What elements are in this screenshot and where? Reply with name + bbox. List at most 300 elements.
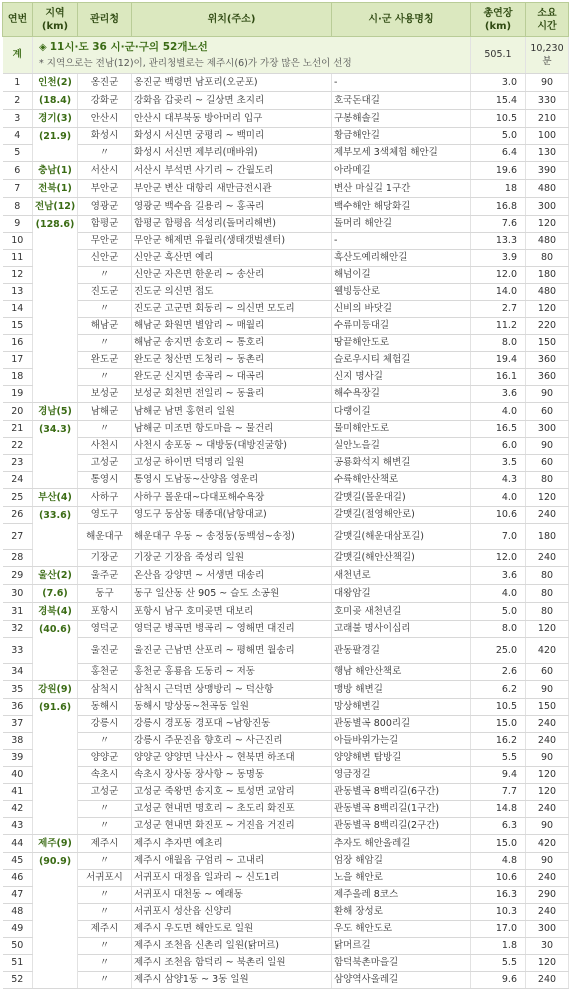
time-cell: 290 [526,887,569,904]
route-name-cell: 갈맷길(해운대삼포길) [332,524,471,550]
row-number: 9 [3,216,33,233]
route-name-cell: 관동별곡 8백리길(2구간) [332,818,471,835]
region-cell: (90.9) [33,853,78,989]
time-cell: 60 [526,403,569,421]
length-cell: 14.8 [471,801,526,818]
route-name-cell: 아들바위가는길 [332,733,471,750]
location-cell: 기장군 기장읍 죽성리 일원 [132,550,332,567]
row-number: 34 [3,664,33,681]
route-name-cell: 땅끝해안도로 [332,335,471,352]
length-cell: 9.6 [471,972,526,989]
region-cell: 전북(1) [33,180,78,198]
route-name-cell: 황금해안길 [332,128,471,145]
route-name-cell: 관동별곡 8백리길(6구간) [332,784,471,801]
table-row [3,870,569,887]
authority-cell: 〃 [78,267,132,284]
length-cell: 6.3 [471,818,526,835]
length-cell: 3.6 [471,567,526,585]
time-cell: 90 [526,386,569,403]
region-cell: 인천(2) [33,74,78,92]
length-cell: 12.0 [471,267,526,284]
region-cell: 전남(12) [33,198,78,216]
location-cell: 제주시 조천읍 함덕리 ~ 북촌리 일원 [132,955,332,972]
authority-cell: 강릉시 [78,716,132,733]
table-row [3,938,569,955]
time-cell: 240 [526,716,569,733]
table-row [3,421,569,438]
table-row [3,818,569,835]
authority-cell: 〃 [78,145,132,162]
row-number: 20 [3,403,33,421]
time-cell: 240 [526,550,569,567]
authority-cell: 〃 [78,887,132,904]
location-cell: 신안군 자은면 한운리 ~ 송산리 [132,267,332,284]
row-number: 24 [3,472,33,489]
location-cell: 서귀포시 대정읍 일과리 ~ 신도1리 [132,870,332,887]
route-name-cell: 관동별곡 8백리길(1구간) [332,801,471,818]
authority-cell: 해운대구 [78,524,132,550]
authority-cell: 삼척시 [78,681,132,699]
location-cell: 양양군 양양면 낙산사 ~ 현북면 하조대 [132,750,332,767]
authority-cell: 서귀포시 [78,870,132,887]
route-name-cell: 백수해안 해당화길 [332,198,471,216]
authority-cell: 고성군 [78,455,132,472]
length-cell: 16.3 [471,887,526,904]
length-cell: 4.3 [471,472,526,489]
region-cell: 경남(5) [33,403,78,421]
table-row [3,92,569,110]
row-number: 21 [3,421,33,438]
location-cell: 고성군 현내면 화진포 ~ 거진읍 거진리 [132,818,332,835]
row-number: 14 [3,301,33,318]
table-row [3,352,569,369]
time-cell: 480 [526,233,569,250]
time-cell: 120 [526,301,569,318]
row-number: 18 [3,369,33,386]
location-cell: 제주시 추자면 예초리 [132,835,332,853]
authority-cell: 부안군 [78,180,132,198]
row-number: 42 [3,801,33,818]
authority-cell: 서산시 [78,162,132,180]
length-cell: 16.2 [471,733,526,750]
table-row [3,767,569,784]
table-row [3,955,569,972]
route-name-cell: 제주올레 8코스 [332,887,471,904]
location-cell: 강릉시 경포동 경포대 ~남항진동 [132,716,332,733]
table-row [3,74,569,92]
location-cell: 함평군 함평읍 석성리(돌머리해변) [132,216,332,233]
time-cell: 360 [526,352,569,369]
header-no: 연번 [3,3,33,37]
length-cell: 7.7 [471,784,526,801]
row-number: 35 [3,681,33,699]
authority-cell: 울주군 [78,567,132,585]
length-cell: 5.0 [471,603,526,621]
region-cell: (34.3) [33,421,78,489]
header-authority: 관리청 [78,3,132,37]
time-cell: 120 [526,489,569,507]
table-row [3,585,569,603]
table-row [3,198,569,216]
location-cell: 해남군 화원면 별암리 ~ 매월리 [132,318,332,335]
time-cell: 220 [526,318,569,335]
location-cell: 고성군 하이면 덕명리 일원 [132,455,332,472]
table-row [3,750,569,767]
region-cell: (7.6) [33,585,78,603]
time-cell: 420 [526,638,569,664]
location-cell: 사천시 송포동 ~ 대방동(대방진굴항) [132,438,332,455]
location-cell: 서산시 부석면 사기리 ~ 간월도리 [132,162,332,180]
length-cell: 5.5 [471,955,526,972]
table-row [3,216,569,233]
authority-cell: 사천시 [78,438,132,455]
location-cell: 제주시 애월읍 구엄리 ~ 고내리 [132,853,332,870]
row-number: 29 [3,567,33,585]
route-name-cell: 고래불 명사이십리 [332,621,471,638]
row-number: 10 [3,233,33,250]
table-row [3,301,569,318]
route-name-cell: 제부모세 3색체험 해안길 [332,145,471,162]
length-cell: 10.5 [471,110,526,128]
route-name-cell: 삼양역사올레길 [332,972,471,989]
location-cell: 제주시 삼양1동 ~ 3동 일원 [132,972,332,989]
row-number: 5 [3,145,33,162]
summary-row [3,37,569,74]
location-cell: 화성시 서신면 궁평리 ~ 백미리 [132,128,332,145]
route-name-cell: - [332,233,471,250]
row-number: 52 [3,972,33,989]
route-name-cell: 돌머리 해안길 [332,216,471,233]
time-cell: 390 [526,162,569,180]
route-name-cell: 물미해안도로 [332,421,471,438]
location-cell: 영광군 백수읍 길용리 ~ 홍곡리 [132,198,332,216]
time-cell: 90 [526,74,569,92]
region-cell: (91.6) [33,699,78,835]
authority-cell: 포항시 [78,603,132,621]
header-length: 총연장 (km) [471,3,526,37]
time-cell: 210 [526,110,569,128]
location-cell: 강릉시 주문진읍 향호리 ~ 사근진리 [132,733,332,750]
time-cell: 240 [526,870,569,887]
length-cell: 16.5 [471,421,526,438]
table-row [3,887,569,904]
location-cell: 진도군 고군면 회동리 ~ 의신면 모도리 [132,301,332,318]
region-cell: 제주(9) [33,835,78,853]
table-row [3,250,569,267]
length-cell: 13.3 [471,233,526,250]
row-number: 7 [3,180,33,198]
route-name-cell: 해수욕장길 [332,386,471,403]
location-cell: 고성군 현내면 명호리 ~ 초도리 화진포 [132,801,332,818]
location-cell: 무안군 해제면 유월리(생태갯벌센터) [132,233,332,250]
table-row [3,801,569,818]
length-cell: 15.0 [471,835,526,853]
length-cell: 19.6 [471,162,526,180]
table-row [3,567,569,585]
table-row [3,110,569,128]
time-cell: 90 [526,681,569,699]
table-row [3,438,569,455]
route-name-cell: 구봉해솔길 [332,110,471,128]
location-cell: 울진군 근남면 산포리 ~ 평해면 월송리 [132,638,332,664]
length-cell: 19.4 [471,352,526,369]
route-name-cell: - [332,74,471,92]
authority-cell: 제주시 [78,835,132,853]
row-number: 15 [3,318,33,335]
table-row [3,128,569,145]
time-cell: 300 [526,198,569,216]
row-number: 33 [3,638,33,664]
table-row [3,180,569,198]
row-number: 2 [3,92,33,110]
length-cell: 2.6 [471,664,526,681]
length-cell: 15.0 [471,716,526,733]
table-row [3,369,569,386]
table-row [3,267,569,284]
time-cell: 120 [526,216,569,233]
time-cell: 80 [526,603,569,621]
length-cell: 4.8 [471,853,526,870]
row-number: 51 [3,955,33,972]
route-name-cell: 맹방 해변길 [332,681,471,699]
location-cell: 안산시 대부북동 방아머리 입구 [132,110,332,128]
route-name-cell: 갈맷길(해안산책길) [332,550,471,567]
location-cell: 제주시 조천읍 신촌리 일원(닭머르) [132,938,332,955]
route-name-cell: 웰빙등산로 [332,284,471,301]
location-cell: 해운대구 우동 ~ 송정동(동백섬~송정) [132,524,332,550]
location-cell: 영도구 동삼동 태종대(남항대교) [132,507,332,524]
authority-cell: 화성시 [78,128,132,145]
table-row [3,853,569,870]
header-location: 위치(주소) [132,3,332,37]
authority-cell: 안산시 [78,110,132,128]
location-cell: 보성군 회천면 전일리 ~ 동율리 [132,386,332,403]
row-number: 44 [3,835,33,853]
route-name-cell: 행남 해안산책로 [332,664,471,681]
authority-cell: 고성군 [78,784,132,801]
route-name-cell: 신비의 바닷길 [332,301,471,318]
table-row [3,972,569,989]
location-cell: 포항시 남구 호미곶면 대보리 [132,603,332,621]
location-cell: 완도군 청산면 도청리 ~ 동촌리 [132,352,332,369]
row-number: 25 [3,489,33,507]
route-name-cell: 추자도 해안올레길 [332,835,471,853]
location-cell: 동해시 망상동~천곡동 일원 [132,699,332,716]
summary-length: 505.1 [471,37,526,74]
region-cell: (21.9) [33,128,78,162]
route-name-cell: 해넘이길 [332,267,471,284]
time-cell: 150 [526,699,569,716]
time-cell: 120 [526,621,569,638]
length-cell: 10.6 [471,870,526,887]
authority-cell: 울진군 [78,638,132,664]
row-number: 27 [3,524,33,550]
row-number: 32 [3,621,33,638]
length-cell: 16.8 [471,198,526,216]
route-name-cell: 대왕암길 [332,585,471,603]
length-cell: 2.7 [471,301,526,318]
length-cell: 3.5 [471,455,526,472]
route-name-cell: 닭머르길 [332,938,471,955]
header-region: 지역 (km) [33,3,78,37]
row-number: 30 [3,585,33,603]
table-body [3,37,569,989]
authority-cell: 영도구 [78,507,132,524]
length-cell: 4.0 [471,585,526,603]
coastal-routes-table [2,2,569,989]
length-cell: 10.3 [471,904,526,921]
table-row [3,664,569,681]
route-name-cell: 함덕북촌마을길 [332,955,471,972]
table-row [3,699,569,716]
location-cell: 진도군 의신면 접도 [132,284,332,301]
location-cell: 완도군 신지면 송곡리 ~ 대곡리 [132,369,332,386]
route-name-cell: 실안노을길 [332,438,471,455]
time-cell: 300 [526,421,569,438]
route-name-cell: 노을 해안로 [332,870,471,887]
length-cell: 6.0 [471,438,526,455]
length-cell: 25.0 [471,638,526,664]
time-cell: 90 [526,853,569,870]
authority-cell: 영덕군 [78,621,132,638]
length-cell: 5.5 [471,750,526,767]
location-cell: 제주시 우도면 해안도로 일원 [132,921,332,938]
authority-cell: 〃 [78,335,132,352]
location-cell: 서귀포시 대천동 ~ 예래동 [132,887,332,904]
table-row [3,507,569,524]
table-row [3,621,569,638]
length-cell: 8.0 [471,621,526,638]
authority-cell: 〃 [78,801,132,818]
location-cell: 동구 일산동 산 905 ~ 슬도 소공원 [132,585,332,603]
authority-cell: 〃 [78,955,132,972]
length-cell: 3.9 [471,250,526,267]
route-name-cell: 양양해변 탐방길 [332,750,471,767]
time-cell: 100 [526,128,569,145]
route-name-cell: 공룡화석지 해변길 [332,455,471,472]
time-cell: 420 [526,835,569,853]
route-name-cell: 변산 마실길 1구간 [332,180,471,198]
table-row [3,145,569,162]
row-number: 19 [3,386,33,403]
length-cell: 5.0 [471,128,526,145]
authority-cell: 〃 [78,904,132,921]
route-name-cell: 갈맷길(절영해안로) [332,507,471,524]
route-name-cell: 우도 해안도로 [332,921,471,938]
time-cell: 90 [526,750,569,767]
region-cell: 부산(4) [33,489,78,507]
table-row [3,921,569,938]
route-name-cell: 신지 명사길 [332,369,471,386]
table-row [3,550,569,567]
length-cell: 7.0 [471,524,526,550]
length-cell: 17.0 [471,921,526,938]
location-cell: 신안군 흑산면 예리 [132,250,332,267]
row-number: 31 [3,603,33,621]
authority-cell: 양양군 [78,750,132,767]
row-number: 13 [3,284,33,301]
location-cell: 사하구 몰운대~다대포해수욕장 [132,489,332,507]
time-cell: 480 [526,180,569,198]
location-cell: 온산읍 강양면 ~ 서생면 대송리 [132,567,332,585]
location-cell: 옹진군 백령면 남포리(오군포) [132,74,332,92]
length-cell: 10.6 [471,507,526,524]
time-cell: 180 [526,267,569,284]
authority-cell: 〃 [78,938,132,955]
length-cell: 10.5 [471,699,526,716]
location-cell: 속초시 장사동 장사항 ~ 동명동 [132,767,332,784]
row-number: 8 [3,198,33,216]
time-cell: 120 [526,955,569,972]
table-row [3,638,569,664]
region-cell: (40.6) [33,621,78,681]
authority-cell: 제주시 [78,921,132,938]
authority-cell: 강화군 [78,92,132,110]
authority-cell: 보성군 [78,386,132,403]
summary-text [33,37,471,74]
length-cell: 6.2 [471,681,526,699]
region-cell: 경기(3) [33,110,78,128]
time-cell: 120 [526,767,569,784]
table-row [3,681,569,699]
row-number: 6 [3,162,33,180]
authority-cell: 무안군 [78,233,132,250]
summary-time: 10,230 분 [526,37,569,74]
length-cell: 8.0 [471,335,526,352]
time-cell: 90 [526,818,569,835]
table-row [3,603,569,621]
length-cell: 3.6 [471,386,526,403]
route-name-cell: 환해 장성로 [332,904,471,921]
route-name-cell: 다랭이길 [332,403,471,421]
location-cell: 홍천군 홍룡읍 도동리 ~ 저동 [132,664,332,681]
row-number: 1 [3,74,33,92]
authority-cell: 옹진군 [78,74,132,92]
length-cell: 9.4 [471,767,526,784]
location-cell: 통영시 도남동~산양읍 영운리 [132,472,332,489]
authority-cell: 함평군 [78,216,132,233]
time-cell: 130 [526,145,569,162]
row-number: 45 [3,853,33,870]
authority-cell: 〃 [78,733,132,750]
route-name-cell: 호미곶 새천년길 [332,603,471,621]
row-number: 17 [3,352,33,369]
length-cell: 14.0 [471,284,526,301]
authority-cell: 〃 [78,369,132,386]
length-cell: 11.2 [471,318,526,335]
time-cell: 240 [526,972,569,989]
length-cell: 12.0 [471,550,526,567]
row-number: 41 [3,784,33,801]
length-cell: 16.1 [471,369,526,386]
row-number: 28 [3,550,33,567]
header-name: 시·군 사용명칭 [332,3,471,37]
route-name-cell: 흑산도예리해안길 [332,250,471,267]
authority-cell: 신안군 [78,250,132,267]
length-cell: 4.0 [471,489,526,507]
location-cell: 서귀포시 성산읍 신양리 [132,904,332,921]
time-cell: 120 [526,784,569,801]
location-cell: 남해군 미조면 항도마을 ~ 물건리 [132,421,332,438]
region-cell: 울산(2) [33,567,78,585]
row-number: 46 [3,870,33,887]
time-cell: 80 [526,472,569,489]
location-cell: 부안군 변산 대항리 새만금전시관 [132,180,332,198]
authority-cell: 동구 [78,585,132,603]
row-number: 39 [3,750,33,767]
authority-cell: 〃 [78,972,132,989]
row-number: 43 [3,818,33,835]
